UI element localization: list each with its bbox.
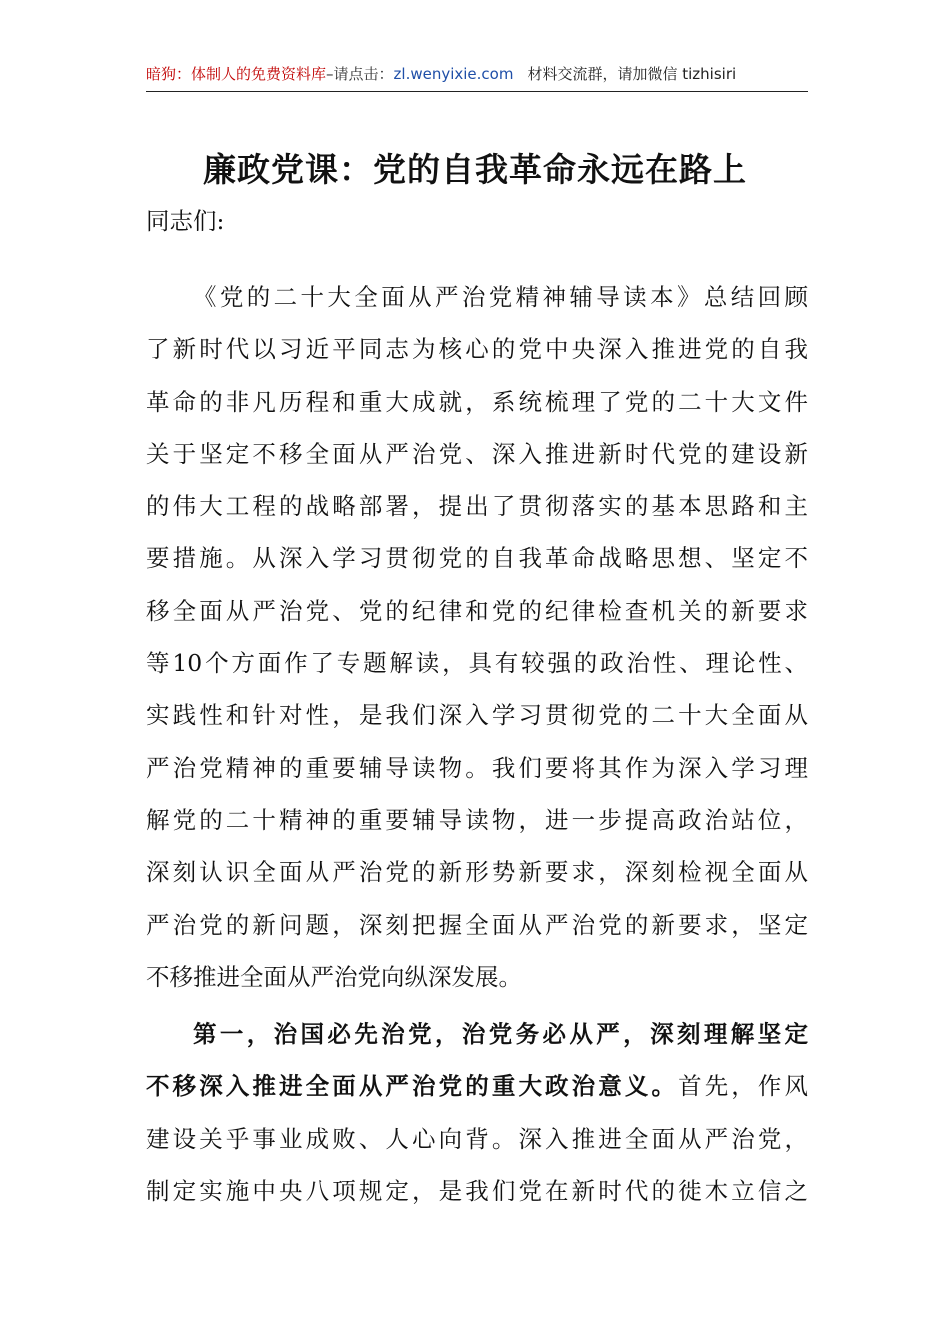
section-heading-line: 第一，治国必先治党，治党务必从严，深刻理解坚定 (193, 1020, 808, 1049)
paragraph-line: 等10个方面作了专题解读，具有较强的政治性、理论性、 (146, 649, 808, 678)
paragraph-line: 制定实施中央八项规定，是我们党在新时代的徙木立信之 (146, 1177, 808, 1206)
paragraph-line: 严治党的新问题，深刻把握全面从严治党的新要求，坚定 (146, 910, 808, 939)
paragraph-line: 严治党精神的重要辅导读物。我们要将其作为深入学习理 (146, 753, 808, 782)
header-site-name: 暗狗：体制人的免费资料库 (146, 65, 327, 83)
paragraph-line: 不移推进全面从严治党向纵深发展。 (146, 962, 522, 991)
section-heading-tail: 不移深入推进全面从严治党的重大政治意义。 (146, 1072, 679, 1101)
paragraph-text: 首先，作风 (678, 1072, 809, 1101)
paragraph-line: 《党的二十大全面从严治党精神辅导读本》总结回顾 (193, 283, 808, 311)
paragraph-line: 革命的非凡历程和重大成就，系统梳理了党的二十大文件 (146, 387, 808, 416)
paragraph-line: 要措施。从深入学习贯彻党的自我革命战略思想、坚定不 (146, 544, 808, 573)
greeting: 同志们: (146, 207, 225, 235)
header-url-link[interactable]: zl.wenyixie.com (393, 65, 514, 83)
header-prompt: –请点击： (326, 65, 394, 83)
paragraph-line: 建设关乎事业成败、人心向背。深入推进全面从严治党， (146, 1124, 808, 1153)
paragraph-line: 深刻认识全面从严治党的新形势新要求，深刻检视全面从 (146, 858, 808, 887)
paragraph-line: 关于坚定不移全面从严治党、深入推进新时代党的建设新 (146, 439, 808, 468)
header-divider (146, 91, 808, 92)
paragraph-line: 了新时代以习近平同志为核心的党中央深入推进党的自我 (146, 335, 808, 364)
paragraph-line: 实践性和针对性，是我们深入学习贯彻党的二十大全面从 (146, 701, 808, 730)
document-title: 廉政党课：党的自我革命永远在路上 (203, 150, 747, 189)
page-header (146, 64, 808, 84)
paragraph-line: 解党的二十精神的重要辅导读物，进一步提高政治站位， (146, 805, 808, 834)
document-body (146, 282, 808, 1228)
paragraph-line: 的伟大工程的战略部署，提出了贯彻落实的基本思路和主 (146, 492, 808, 521)
header-group-note: 材料交流群，请加微信 tizhisiri (527, 65, 737, 83)
paragraph-line: 移全面从严治党、党的纪律和党的纪律检查机关的新要求 (146, 596, 808, 625)
paragraph-line (146, 1071, 808, 1123)
